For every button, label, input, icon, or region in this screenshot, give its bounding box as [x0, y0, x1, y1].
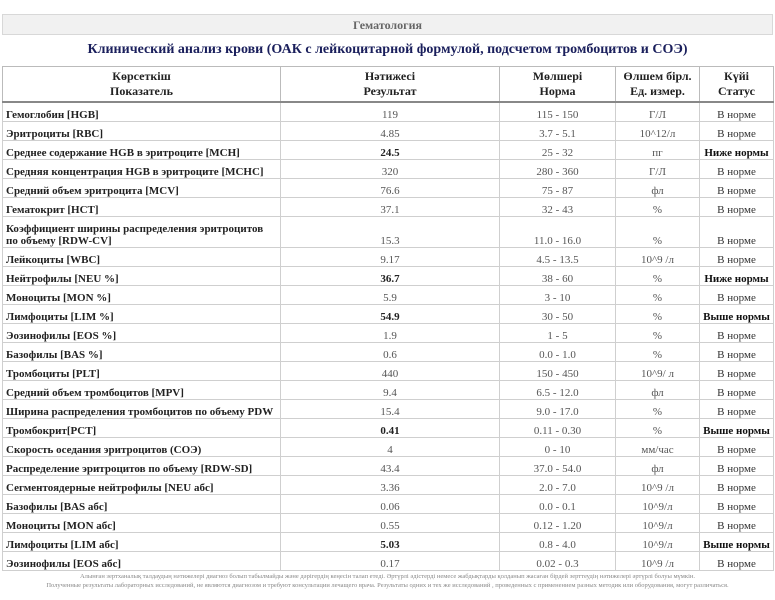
column-header-result-ru: Результат — [363, 84, 417, 98]
status-value: В норме — [700, 552, 774, 571]
status-value: В норме — [700, 286, 774, 305]
unit-of-measure: % — [616, 419, 700, 438]
parameter-name: Гемоглобин [HGB] — [3, 102, 281, 122]
reference-range: 75 - 87 — [500, 179, 616, 198]
table-row — [3, 438, 774, 457]
unit-of-measure: фл — [616, 457, 700, 476]
table-row — [3, 267, 774, 286]
status-value: Выше нормы — [700, 305, 774, 324]
unit-of-measure: 10^12/л — [616, 122, 700, 141]
table-row — [3, 495, 774, 514]
result-value: 9.17 — [281, 248, 500, 267]
parameter-name: Базофилы [BAS абс] — [3, 495, 281, 514]
column-header-norm-kz: Мөлшері — [532, 69, 583, 83]
unit-of-measure: % — [616, 217, 700, 248]
table-row — [3, 476, 774, 495]
parameter-name: Гематокрит [HCT] — [3, 198, 281, 217]
reference-range: 3 - 10 — [500, 286, 616, 305]
reference-range: 3.7 - 5.1 — [500, 122, 616, 141]
result-value: 15.4 — [281, 400, 500, 419]
reference-range: 0.02 - 0.3 — [500, 552, 616, 571]
status-value: В норме — [700, 457, 774, 476]
column-header-norm — [500, 67, 616, 103]
unit-of-measure: % — [616, 343, 700, 362]
document-title: Клинический анализ крови (ОАК с лейкоцитарной формулой, подсчетом тромбоцитов и СОЭ) — [87, 42, 688, 57]
status-value: В норме — [700, 495, 774, 514]
result-value: 24.5 — [281, 141, 500, 160]
unit-of-measure: Г/Л — [616, 102, 700, 122]
column-header-unit-ru: Ед. измер. — [630, 84, 685, 98]
reference-range: 0.11 - 0.30 — [500, 419, 616, 438]
reference-range: 2.0 - 7.0 — [500, 476, 616, 495]
column-header-unit — [616, 67, 700, 103]
reference-range: 0.12 - 1.20 — [500, 514, 616, 533]
parameter-name: Нейтрофилы [NEU %] — [3, 267, 281, 286]
status-value: В норме — [700, 248, 774, 267]
status-value: В норме — [700, 102, 774, 122]
parameter-name: Лимфоциты [LIM %] — [3, 305, 281, 324]
status-value: Ниже нормы — [700, 267, 774, 286]
column-header-param-kz: Көрсеткіш — [112, 69, 171, 83]
parameter-name: Ширина распределения тромбоцитов по объему PDW — [3, 400, 281, 419]
results-table — [2, 66, 774, 571]
parameter-name: Тромбоциты [PLT] — [3, 362, 281, 381]
disclaimer-kz: Алынған зертханалық талдаудың нәтижелері диагноз болып табылмайды және дәрігердің кеңесін талап етеді. Әртүрлі әдістерді немесе жабдықтарды қолданып жасаған бірдей зерттеудің нәтижелері әртүрлі болуы мүмкін. — [79, 573, 695, 580]
parameter-name: Эозинофилы [EOS %] — [3, 324, 281, 343]
unit-of-measure: 10^9/л — [616, 533, 700, 552]
unit-of-measure: 10^9 /л — [616, 552, 700, 571]
result-value: 320 — [281, 160, 500, 179]
reference-range: 38 - 60 — [500, 267, 616, 286]
column-header-status — [700, 67, 774, 103]
unit-of-measure: % — [616, 400, 700, 419]
table-row — [3, 141, 774, 160]
table-row — [3, 381, 774, 400]
table-row — [3, 179, 774, 198]
unit-of-measure: 10^9/л — [616, 495, 700, 514]
parameter-name: Тромбокрит[PCT] — [3, 419, 281, 438]
result-value: 76.6 — [281, 179, 500, 198]
result-value: 1.9 — [281, 324, 500, 343]
unit-of-measure: 10^9 /л — [616, 248, 700, 267]
status-value: Ниже нормы — [700, 141, 774, 160]
table-row — [3, 419, 774, 438]
parameter-name: Коэффициент ширины распределения эритроцитов по объему [RDW-CV] — [3, 217, 281, 248]
column-header-param — [3, 67, 281, 103]
reference-range: 0.8 - 4.0 — [500, 533, 616, 552]
parameter-name: Лимфоциты [LIM абс] — [3, 533, 281, 552]
unit-of-measure: 10^9 /л — [616, 476, 700, 495]
unit-of-measure: фл — [616, 381, 700, 400]
table-row — [3, 362, 774, 381]
unit-of-measure: % — [616, 305, 700, 324]
result-value: 0.41 — [281, 419, 500, 438]
status-value: Выше нормы — [700, 533, 774, 552]
result-value: 54.9 — [281, 305, 500, 324]
reference-range: 6.5 - 12.0 — [500, 381, 616, 400]
column-header-param-ru: Показатель — [110, 84, 173, 98]
status-value: В норме — [700, 438, 774, 457]
unit-of-measure: мм/час — [616, 438, 700, 457]
parameter-name: Лейкоциты [WBC] — [3, 248, 281, 267]
parameter-name: Средний объем тромбоцитов [MPV] — [3, 381, 281, 400]
table-row — [3, 217, 774, 248]
result-value: 37.1 — [281, 198, 500, 217]
reference-range: 37.0 - 54.0 — [500, 457, 616, 476]
reference-range: 0 - 10 — [500, 438, 616, 457]
status-value: В норме — [700, 160, 774, 179]
result-value: 0.6 — [281, 343, 500, 362]
result-value: 5.03 — [281, 533, 500, 552]
parameter-name: Базофилы [BAS %] — [3, 343, 281, 362]
unit-of-measure: % — [616, 324, 700, 343]
result-value: 440 — [281, 362, 500, 381]
unit-of-measure: % — [616, 267, 700, 286]
result-value: 15.3 — [281, 217, 500, 248]
unit-of-measure: % — [616, 286, 700, 305]
unit-of-measure: пг — [616, 141, 700, 160]
unit-of-measure: % — [616, 198, 700, 217]
result-value: 0.06 — [281, 495, 500, 514]
status-value: Выше нормы — [700, 419, 774, 438]
result-value: 4.85 — [281, 122, 500, 141]
table-row — [3, 457, 774, 476]
table-row — [3, 198, 774, 217]
table-row — [3, 400, 774, 419]
table-row — [3, 122, 774, 141]
results-table-body — [3, 102, 774, 571]
column-header-result — [281, 67, 500, 103]
status-value: В норме — [700, 217, 774, 248]
reference-range: 1 - 5 — [500, 324, 616, 343]
table-row — [3, 552, 774, 571]
unit-of-measure: Г/Л — [616, 160, 700, 179]
status-value: В норме — [700, 514, 774, 533]
column-header-unit-kz: Өлшем бірл. — [623, 69, 692, 83]
parameter-name: Эозинофилы [EOS абс] — [3, 552, 281, 571]
unit-of-measure: 10^9/л — [616, 514, 700, 533]
table-row — [3, 533, 774, 552]
result-value: 4 — [281, 438, 500, 457]
status-value: В норме — [700, 343, 774, 362]
disclaimer-footer — [0, 572, 775, 590]
parameter-name: Моноциты [MON %] — [3, 286, 281, 305]
table-row — [3, 286, 774, 305]
table-row — [3, 160, 774, 179]
result-value: 119 — [281, 102, 500, 122]
reference-range: 115 - 150 — [500, 102, 616, 122]
status-value: В норме — [700, 362, 774, 381]
status-value: В норме — [700, 381, 774, 400]
column-header-norm-ru: Норма — [539, 84, 576, 98]
reference-range: 9.0 - 17.0 — [500, 400, 616, 419]
status-value: В норме — [700, 476, 774, 495]
result-value: 43.4 — [281, 457, 500, 476]
table-header-row — [3, 67, 774, 103]
parameter-name: Сегментоядерные нейтрофилы [NEU абс] — [3, 476, 281, 495]
result-value: 36.7 — [281, 267, 500, 286]
reference-range: 150 - 450 — [500, 362, 616, 381]
section-header: Гематология — [2, 14, 773, 35]
table-row — [3, 305, 774, 324]
disclaimer-ru: Полученные результаты лабораторных исследований, не являются диагнозом и требуют консультации лечащего врача. Результаты одних и тех же исследований , проведенных с применением разных методик или оборудования, могут различаться. — [46, 582, 729, 589]
parameter-name: Распределение эритроцитов по объему [RDW-SD] — [3, 457, 281, 476]
unit-of-measure: 10^9/ л — [616, 362, 700, 381]
reference-range: 32 - 43 — [500, 198, 616, 217]
parameter-name: Средняя концентрация HGB в эритроците [MCHC] — [3, 160, 281, 179]
status-value: В норме — [700, 400, 774, 419]
table-row — [3, 514, 774, 533]
table-row — [3, 324, 774, 343]
status-value: В норме — [700, 324, 774, 343]
parameter-name: Средний объем эритроцита [MCV] — [3, 179, 281, 198]
table-row — [3, 248, 774, 267]
reference-range: 0.0 - 1.0 — [500, 343, 616, 362]
result-value: 3.36 — [281, 476, 500, 495]
reference-range: 25 - 32 — [500, 141, 616, 160]
status-value: В норме — [700, 179, 774, 198]
result-value: 5.9 — [281, 286, 500, 305]
reference-range: 11.0 - 16.0 — [500, 217, 616, 248]
parameter-name: Скорость оседания эритроцитов (СОЭ) — [3, 438, 281, 457]
column-header-status-ru: Статус — [718, 84, 755, 98]
reference-range: 280 - 360 — [500, 160, 616, 179]
table-row — [3, 102, 774, 122]
reference-range: 4.5 - 13.5 — [500, 248, 616, 267]
parameter-name: Среднее содержание HGB в эритроците [MCH] — [3, 141, 281, 160]
result-value: 0.55 — [281, 514, 500, 533]
parameter-name: Эритроциты [RBC] — [3, 122, 281, 141]
parameter-name: Моноциты [MON абс] — [3, 514, 281, 533]
result-value: 0.17 — [281, 552, 500, 571]
result-value: 9.4 — [281, 381, 500, 400]
unit-of-measure: фл — [616, 179, 700, 198]
reference-range: 30 - 50 — [500, 305, 616, 324]
column-header-result-kz: Нәтижесі — [364, 69, 416, 83]
table-row — [3, 343, 774, 362]
status-value: В норме — [700, 198, 774, 217]
status-value: В норме — [700, 122, 774, 141]
column-header-status-kz: Күйі — [724, 69, 749, 83]
reference-range: 0.0 - 0.1 — [500, 495, 616, 514]
